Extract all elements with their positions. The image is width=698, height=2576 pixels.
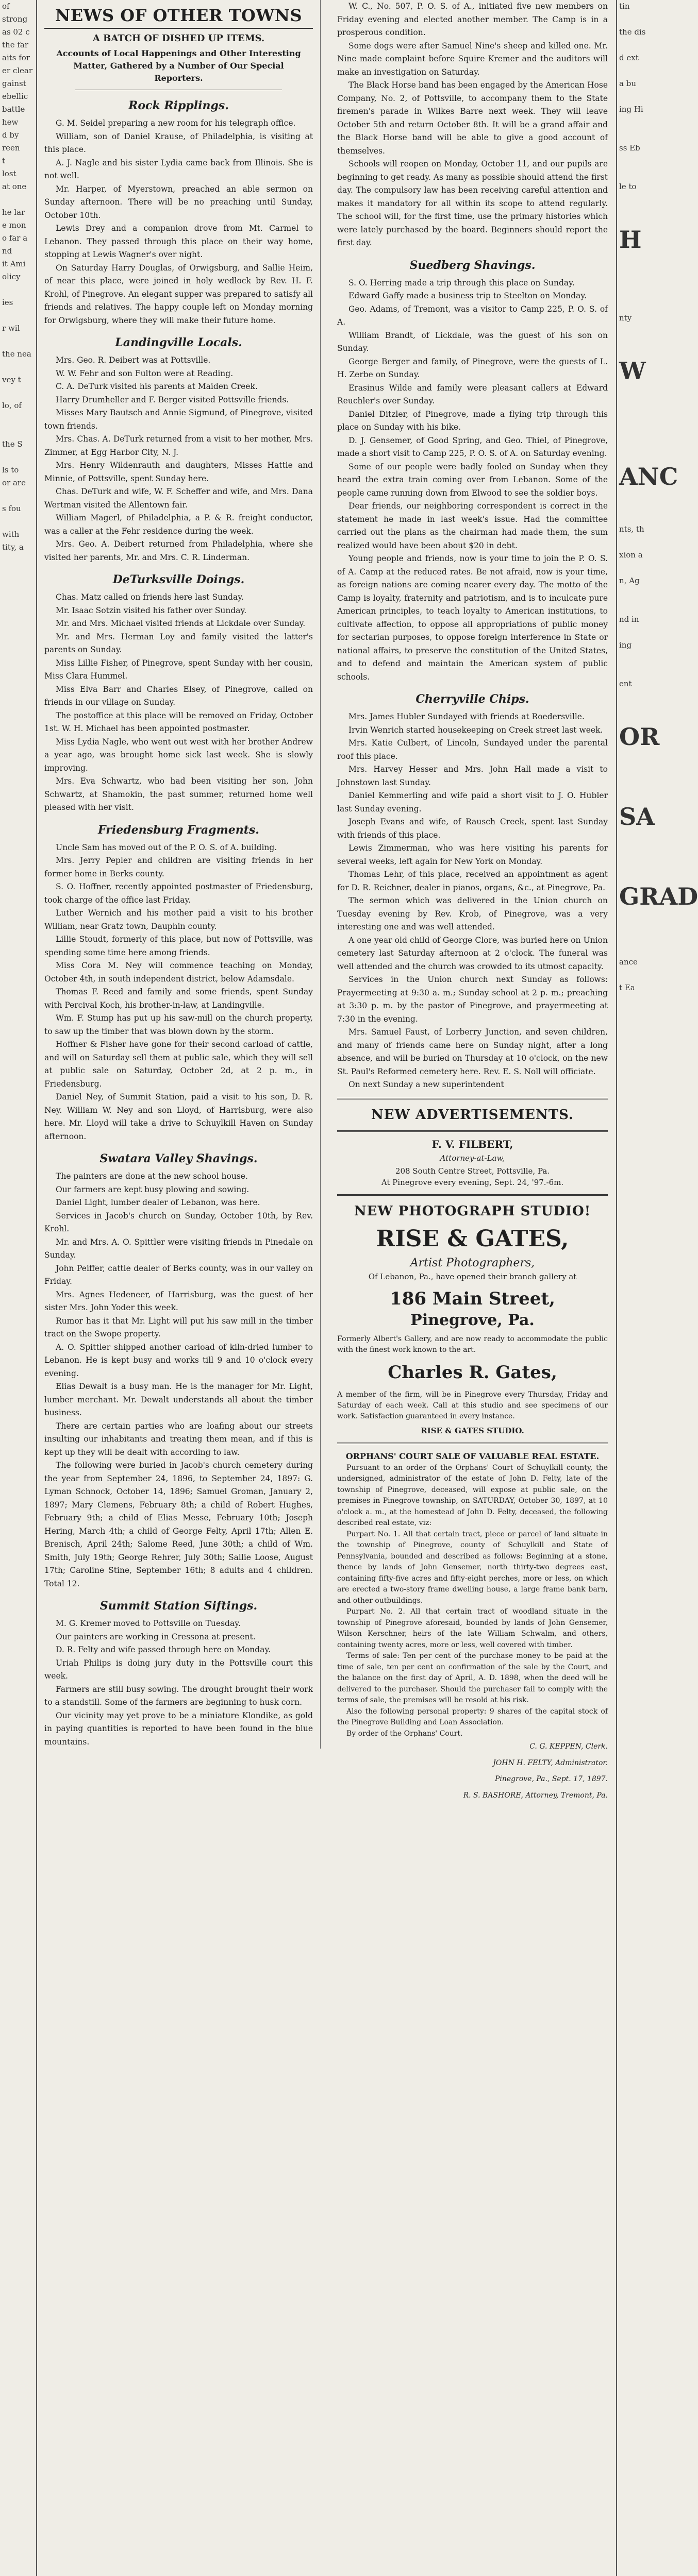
news-item: On Saturday Harry Douglas, of Orwigsburg, and Sallie Heim, of near this place, were joined in holy wedlock by Rev. H. F. Krohl, of Pinegrove. An elegant supper was prepared to satisfy all friends and relatives. The happy couple left on Monday morning for Orwigsburg, where they will make their future home. [44,263,313,325]
neighbor-fragment: ance [619,957,638,967]
neighbor-fragment: olicy [2,272,21,281]
photo-body-2: A member of the firm, will be in Pinegrove every Thursday, Friday and Saturday of each week. Call at this studio and see specimens of our work. Satisfaction guaranteed in every instance. [337,1390,608,1420]
news-item: Misses Mary Bautsch and Annie Sigmund, of Pinegrove, visited town friends. [44,408,313,431]
news-item: Mrs. Samuel Faust, of Lorberry Junction, and seven children, and many of friends came here on Sunday night, after a long absence, and will be buried on Thursday at 10 o'clock, on the new St. Paul's Reformed cemetery here. Rev. E. S. Noll will officiate. [337,1027,608,1076]
news-item: Erasinus Wilde and family were pleasant callers at Edward Reuchler's over Sunday. [337,383,608,405]
news-item: Our farmers are kept busy plowing and sowing. [56,1184,250,1194]
news-item: The sermon which was delivered in the Union church on Tuesday evening by Rev. Krob, of Pinegrove, was a very interesting one and was well attended. [337,896,608,931]
news-item: Chas. DeTurk and wife, W. F. Scheffer and wife, and Mrs. Dana Wertman visited the Allentown fair. [44,487,313,510]
news-item: Uncle Sam has moved out of the P. O. S. of A. building. [56,842,277,852]
news-item: D. J. Gensemer, of Good Spring, and Geo. Thiel, of Pinegrove, made a short visit to Camp 225, P. O. S. of A. on Saturday evening. [337,435,608,458]
news-item: Lewis Zimmerman, who was here visiting his parents for several weeks, left again for New York on Monday. [337,843,608,866]
section-heading: Friedensburg Fragments. [98,823,259,837]
news-item: Miss Lydia Nagle, who went out west with her brother Andrew a year ago, was brought home sick last week. She is slowly improving. [44,737,313,773]
legal-paragraph: Terms of sale: Ten per cent of the purchase money to be paid at the time of sale, ten per cent on confirmation of the sale by the Court, and the balance on the first day of April, A. D. 1898, when the deed will be delivered to the purchaser. Should the purchaser fail to comply with the terms of sale, the premises will be resold at his risk. [337,1652,608,1704]
news-item: W. C., No. 507, P. O. S. of A., initiated five new members on Friday evening and elected another member. The Camp is in a prosperous condition. [337,2,608,37]
news-item: Mrs. Chas. A. DeTurk returned from a visit to her mother, Mrs. Zimmer, at Egg Harbor City, N. J. [44,434,313,457]
neighbor-fragment: t Ea [619,983,635,992]
new-ads-header: NEW ADVERTISEMENTS. [371,1107,574,1123]
news-item: Mr. and Mrs. A. O. Spittler were visiting friends in Pinedale on Sunday. [44,1237,313,1260]
legal-sign-2: JOHN H. FELTY, Administrator. [493,1758,608,1767]
neighbor-fragment [617,273,656,286]
section-heading: Rock Ripplings. [128,99,229,112]
neighbor-fragment [617,129,656,142]
neighbor-fragment [617,943,656,956]
news-item: Daniel Kemmerling and wife paid a short visit to J. O. Hubler last Sunday evening. [337,791,608,814]
col2-intro [337,0,608,250]
filbert-title: Attorney-at-Law, [440,1154,505,1163]
photo-studio-ad [337,1202,608,1436]
neighbor-fragment [0,451,36,464]
neighbor-fragment: ss Eb [619,143,640,152]
neighbor-fragment [617,770,656,783]
neighbor-fragment [617,850,656,863]
news-item: M. G. Kremer moved to Pottsville on Tuesday. [56,1619,241,1628]
news-item: Some of our people were badly fooled on Sunday when they heard the extra train coming over from Lebanon. Some of the people came running down from Elwood to see the soldier boys. [337,462,608,498]
neighbor-fragment [617,90,656,103]
news-item: Miss Lillie Fisher, of Pinegrove, spent Sunday with her cousin, Miss Clara Hummel. [44,658,313,681]
neighbor-fragment [0,309,36,322]
news-item: Daniel Light, lumber dealer of Lebanon, was here. [56,1198,260,1207]
news-item: Lewis Drey and a companion drove from Mt. Carmel to Lebanon. They passed through this place on their way home, stopping at Lewis Wagner's over night. [44,224,313,259]
news-item: The Black Horse band has been engaged by the American Hose Company, No. 2, of Pottsville, to accompany them to the State firemen's parade in Wilkes Barre next week. They will leave October 5th and return October 8th. It will be a grand affair and the Black Horse band will be able to give a good account of themselves. [337,80,608,156]
news-item: On next Sunday a new superintendent [348,1080,504,1089]
neighbor-fragment: the nea [2,349,31,359]
neighbor-fragment: nd in [619,615,639,624]
news-item: C. A. DeTurk visited his parents at Maiden Creek. [56,382,258,391]
legal-paragraph: Pursuant to an order of the Orphans' Court of Schuylkill county, the undersigned, administrator of the estate of John D. Felty, late of the township of Pinegrove, deceased, will expose at public sale, on the premises in Pinegrove township, on SATURDAY, October 30, 1897, at 10 o'clock a. m., at the homestead of John D. Felty, deceased, the following described real estate, viz: [337,1463,608,1527]
news-item: Farmers are still busy sowing. The drought brought their work to a standstill. Some of the farmers are beginning to husk corn. [44,1684,313,1707]
section-heading: DeTurksville Doings. [112,573,245,586]
neighbor-fragment [0,412,36,425]
neighbor-fragment: nty [619,313,632,323]
neighbor-fragment [617,510,656,523]
photo-address-2: Pinegrove, Pa. [410,1311,535,1329]
neighbor-fragment: le to [619,182,637,191]
legal-paragraph: Purpart No. 2. All that certain tract of woodland situate in the township of Pinegrove aforesaid, bounded by lands of John Gensemer, Wilson Kerschner, heirs of the late William Schwalm, and others, containing twenty acres, more or less, well covered with timber. [337,1607,608,1649]
neighbor-fragment: the S [2,439,23,449]
section-heading: Suedberg Shavings. [409,258,536,272]
neighbor-fragment: a bu [619,79,636,88]
neighbor-fragment: tity, a [2,543,24,552]
news-item: The following were buried in Jacob's church cemetery during the year from September 24, 1896, to September 24, 1897: G. Lyman Schnock, October 14, 1896; Samuel Groman, January 2, 1897; Mary Clemens, February 8th; a child of Robert Hughes, February 9th; a child of Elias Messe, February 10th; Joseph Hering, March 4th; a child of George Felty, April 17th; Allen E. Brenisch, April 24th; Salome Reed, June 30th; a child of Wm. Smith, July 19th; George Rehrer, July 30th; Sallie Loose, August 17th; Caroline Stine, September 16th; 8 adults and 4 children. Total 12. [44,1461,313,1588]
news-item: Mrs. Henry Wildenrauth and daughters, Misses Hattie and Minnie, of Pottsville, spent Sunday here. [44,461,313,483]
neighbor-fragment [617,417,656,430]
section-heading: Summit Station Siftings. [99,1599,258,1613]
news-item: Mrs. Jerry Pepler and children are visiting friends in her former home in Berks county. [44,856,313,878]
photo-address-1: 186 Main Street, [390,1288,555,1309]
news-column-1 [37,0,321,1749]
divider [337,1194,608,1196]
news-item: Mrs. Eva Schwartz, who had been visiting her son, John Schwartz, at Shamokin, the past summer, returned home well pleased with her visit. [44,776,313,812]
legal-paragraphs [337,1463,608,1740]
news-item: John Peiffer, cattle dealer of Berks county, was in our valley on Friday. [44,1263,313,1286]
neighbor-fragment: r wil [2,324,20,333]
news-item: Harry Drumheller and F. Berger visited Pottsville friends. [56,395,289,404]
section-heading: Swatara Valley Shavings. [99,1152,258,1165]
neighbor-fragment: tin [619,2,630,11]
neighbor-fragment [617,39,656,52]
news-item: Mr. Harper, of Myerstown, preached an able sermon on Sunday afternoon. There will be no preaching until Sunday, October 10th. [44,184,313,220]
neighbor-fragment: OR [619,723,660,751]
news-item: Daniel Ditzler, of Pinegrove, made a flying trip through this place on Sunday with his bike. [337,409,608,432]
news-item: Services in the Union church next Sunday as follows: Prayermeeting at 9:30 a. m.; Sunday school at 2 p. m.; preaching at 3:30 p. m. by the pastor of Pinegrove, and prayermeeting at 7:30 in the evening. [337,975,608,1024]
neighbor-fragment: GRAD [619,883,698,910]
neighbor-fragment: ANC [619,463,678,490]
photo-intro: Of Lebanon, Pa., have opened their branch gallery at [368,1272,577,1281]
orphans-court-sale [337,1450,608,1802]
photo-headline: NEW PHOTOGRAPH STUDIO! [354,1203,591,1219]
filbert-ad [337,1138,608,1188]
neighbor-fragment: he lar [2,208,25,217]
news-item: William Magerl, of Philadelphia, a P. & R. freight conductor, was a caller at the Fehr residence during the week. [44,513,313,536]
legal-title: ORPHANS' COURT SALE OF VALUABLE REAL ESTATE. [345,1451,600,1461]
news-item: Daniel Ney, of Summit Station, paid a visit to his son, D. R. Ney. William W. Ney and son Lloyd, of Harrisburg, were also here. Mr. Lloyd will take a drive to Schuylkill Haven on Sunday afternoon. [44,1092,313,1141]
divider [337,1130,608,1132]
neighbor-fragment: of [2,2,10,11]
neighbor-fragment: e mon [2,221,26,230]
left-neighbor-column [0,0,37,2576]
neighbor-fragment: d by [2,130,19,140]
news-item: Mr. and Mrs. Michael visited friends at Lickdale over Sunday. [56,619,306,628]
photo-trade: Artist Photographers, [410,1256,535,1269]
news-item: Rumor has it that Mr. Light will put his saw mill in the timber tract on the Swope property. [44,1316,313,1338]
neighbor-fragment: ing Hi [619,105,643,114]
neighbor-fragment: W [619,357,646,385]
news-item: Some dogs were after Samuel Nine's sheep and killed one. Mr. Nine made complaint before Squire Kremer and the auditors will make an investigation on Saturday. [337,41,608,77]
neighbor-fragment [0,425,36,438]
news-item: Irvin Wenrich started housekeeping on Creek street last week. [348,725,603,735]
neighbor-fragment [617,299,656,312]
neighbor-fragment: as 02 c [2,27,30,37]
neighbor-fragment: ebellic [2,92,28,101]
neighbor-fragment [0,361,36,374]
neighbor-fragment: hew [2,117,19,127]
neighbor-fragment: battle [2,105,25,114]
neighbor-fragment [617,404,656,417]
filbert-note: At Pinegrove every evening, Sept. 24, '97.-6m. [381,1177,564,1187]
neighbor-fragment [617,325,656,337]
news-item: Lillie Stoudt, formerly of this place, but now of Pottsville, was spending some time here among friends. [44,935,313,957]
news-item: D. R. Felty and wife passed through here on Monday. [56,1645,271,1654]
legal-paragraph: Purpart No. 1. All that certain tract, piece or parcel of land situate in the township of Pinegrove, county of Schuylkill and State of Pennsylvania, bounded and described as follows: Beginning at a stone, thence by lands of John Gensemer, north thirty-two degrees east, containing fifty-five acres and fifty-eight perches, more or less, on which are erected a two-story frame dwelling house, a large frame bank barn, and other outbuildings. [337,1530,608,1605]
news-item: Joseph Evans and wife, of Rausch Creek, spent last Sunday with friends of this place. [337,817,608,840]
news-item: Services in Jacob's church on Sunday, October 10th, by Rev. Krohl. [44,1211,313,1233]
neighbor-fragment [617,167,656,180]
neighbor-fragment [617,536,656,549]
neighbor-fragment [617,690,656,703]
news-item: Mrs. Geo. R. Deibert was at Pottsville. [56,355,211,365]
news-item: A. O. Spittler shipped another carload of kiln-dried lumber to Lebanon. He is kept busy and works till 9 and 10 o'clock every evening. [44,1342,313,1378]
neighbor-fragment: ls to [2,465,19,474]
news-item: Mrs. Katie Culbert, of Lincoln, Sundayed under the parental roof this place. [337,738,608,761]
neighbor-fragment [617,600,656,613]
neighbor-fragment: o far a [2,233,28,243]
neighbor-fragment: n, Ag [619,576,640,585]
neighbor-fragment: lost [2,169,16,178]
news-item: Our painters are working in Cressona at present. [56,1632,256,1641]
neighbor-fragment: aits for [2,53,30,62]
neighbor-fragment: er clear [2,66,33,75]
neighbor-fragment: the far [2,40,28,49]
news-item: W. W. Fehr and son Fulton were at Reading. [56,368,234,378]
neighbor-fragment: H [619,226,642,253]
legal-sign-3: Pinegrove, Pa., Sept. 17, 1897. [494,1775,608,1783]
news-item: Schools will reopen on Monday, October 11, and our pupils are beginning to get ready. As many as possible should attend the first day. The compulsory law has been receiving careful attention and makes it mandatory for all within its scope to attend regularly. The school will, for the first time, use the primary histories which were lately purchased by the board. Beginners should report the first day. [337,159,608,247]
neighbor-fragment: gainst [2,79,26,88]
section-heading: Cherryville Chips. [416,692,529,706]
photo-firm: RISE & GATES, [376,1225,569,1252]
news-item: G. M. Seidel preparing a new room for his telegraph office. [56,118,296,128]
masthead: NEWS OF OTHER TOWNS [44,5,313,29]
news-item: S. O. Herring made a trip through this place on Sunday. [348,278,575,287]
neighbor-fragment [617,626,656,639]
news-item: Edward Gaffy made a business trip to Steelton on Monday. [348,291,587,300]
news-item: A one year old child of George Clore, was buried here on Union cemetery last Saturday afternoon at 2 o'clock. The funeral was well attended and the church was crowded to its utmost capacity. [337,935,608,971]
neighbor-fragment [617,562,656,574]
neighbor-fragment [0,193,36,206]
neighbor-fragment: vey t [2,375,21,384]
neighbor-fragment [0,335,36,348]
col2-sections [337,257,608,1092]
news-item: George Berger and family, of Pinegrove, were the guests of L. H. Zerbe on Sunday. [337,357,608,379]
news-item: Thomas F. Reed and family and some friends, spent Sunday with Percival Koch, his brother-in-law, at Landingville. [44,987,313,1010]
news-item: Elias Dewalt is a busy man. He is the manager for Mr. Light, lumber merchant. Mr. Dewalt understands all about the timber business. [44,1382,313,1417]
neighbor-fragment: lo, of [2,401,22,410]
neighbor-fragment: the dis [619,27,646,37]
news-item: The painters are done at the new school house. [56,1172,248,1181]
neighbor-fragment [617,193,656,206]
neighbor-fragment [617,652,656,665]
neighbor-fragment [617,587,656,600]
news-item: Hoffner & Fisher have gone for their second carload of cattle, and will on Saturday sell them at public sale, which they will sell at public sale on Saturday, October 2d, at 2 p. m., in Friedensburg. [44,1040,313,1089]
neighbor-fragment [617,930,656,943]
news-item: Mr. and Mrs. Herman Loy and family visited the latter's parents on Sunday. [44,632,313,654]
right-neighbor-column [616,0,698,2576]
photo-body: Formerly Albert's Gallery, and are now ready to accommodate the public with the finest work known to the art. [337,1334,608,1354]
neighbor-fragment: ies [2,298,13,307]
news-item: Young people and friends, now is your time to join the P. O. S. of A. Camp at the reduced rates. Be not afraid, now is your time, as foreign nations are coming nearer every day. The motto of the Camp is loyalty, fraternity and patriotism, and is to inculcate pure American principles, to teach loyalty to American institutions, to cultivate affection, to oppose all appropriations of public money for sectarian purposes, to oppose foreign interference in State or national affairs, to preserve the constitution of the United States, and to defend and maintain the American system of public schools. [337,554,608,682]
neighbor-fragment: t [2,156,6,165]
divider [337,1443,608,1444]
news-item: There are certain parties who are loafing about our streets insulting our inhabitants and treating them mean, and if this is kept up they will be dealt with according to law. [44,1421,313,1457]
neighbor-fragment: d ext [619,53,639,62]
neighbor-fragment [617,116,656,129]
neighbor-fragment [0,489,36,502]
legal-paragraph: By order of the Orphans' Court. [346,1729,463,1738]
neighbor-fragment [0,386,36,399]
news-item: Mr. Isaac Sotzin visited his father over Sunday. [56,605,247,615]
news-item: Mrs. Harvey Hesser and Mrs. John Hall made a visit to Johnstown last Sunday. [337,765,608,787]
news-item: A. J. Nagle and his sister Lydia came back from Illinois. She is not well. [44,158,313,180]
neighbor-fragment: at one [2,182,27,191]
col1-sections [44,97,313,1749]
news-item: Dear friends, our neighboring correspondent is correct in the statement he made in last week's issue. Had the committee carried out the plans as the chairman had made them, the sum realized would have been about $20 in debt. [337,501,608,550]
neighbor-fragment [617,155,656,167]
neighbor-fragment [617,430,656,443]
neighbor-fragment [617,64,656,77]
neighbor-fragment: xion a [619,550,643,560]
neighbor-fragment: strong [2,14,28,24]
news-item: The postoffice at this place will be removed on Friday, October 1st. W. H. Michael has been appointed postmaster. [44,710,313,733]
kicker: A BATCH OF DISHED UP ITEMS. [92,33,265,44]
filbert-address: 208 South Centre Street, Pottsville, Pa. [395,1166,550,1176]
neighbor-fragment [0,515,36,528]
news-item: Miss Cora M. Ney will commence teaching on Monday, October 4th, in south independent district, below Adamsdale. [44,961,313,984]
neighbor-fragment [617,969,656,981]
divider [337,1098,608,1099]
news-item: Mrs. Geo. A. Deibert returned from Philadelphia, where she visited her parents, Mr. and Mrs. C. R. Linderman. [44,539,313,562]
news-item: Thomas Lehr, of this place, received an appointment as agent for D. R. Reichner, dealer in pianos, organs, &c., at Pinegrove, Pa. [337,870,608,892]
legal-sign-1: C. G. KEPPEN, Clerk. [529,1742,608,1751]
neighbor-fragment [617,13,656,26]
news-column-2 [330,0,615,1806]
news-item: Wm. F. Stump has put up his saw-mill on the church property, to saw up the timber that was blown down by the storm. [44,1013,313,1036]
neighbor-fragment: with [2,530,20,539]
neighbor-fragment: s fou [2,504,21,513]
deck: Accounts of Local Happenings and Other Interesting Matter, Gathered by a Number of Our Special Reporters. [56,48,301,83]
news-item: Miss Elva Barr and Charles Elsey, of Pinegrove, called on friends in our village on Sunday. [44,684,313,707]
news-item: Mrs. Agnes Hedeneer, of Harrisburg, was the guest of her sister Mrs. John Yoder this week. [44,1290,313,1312]
neighbor-fragment: nd [2,246,12,256]
neighbor-fragment: ing [619,640,632,650]
neighbor-fragment: it Ami [2,259,26,268]
photo-footer: RISE & GATES STUDIO. [421,1426,524,1435]
neighbor-fragment [0,283,36,296]
neighbor-fragment: nts, th [619,524,644,534]
neighbor-fragment: ent [619,679,632,688]
legal-sign-4: R. S. BASHORE, Attorney, Tremont, Pa. [463,1791,608,1800]
neighbor-fragment: SA [619,803,655,831]
news-item: Geo. Adams, of Tremont, was a visitor to Camp 225, P. O. S. of A. [337,304,608,327]
news-item: William, son of Daniel Krause, of Philadelphia, is visiting at this place. [44,131,313,154]
news-item: Luther Wernich and his mother paid a visit to his brother William, near Gratz town, Dauphin county. [44,908,313,931]
neighbor-fragment: or are [2,478,26,487]
neighbor-fragment [617,286,656,299]
news-item: S. O. Hoffner, recently appointed postmaster of Friedensburg, took charge of the office last Friday. [44,882,313,905]
legal-paragraph: Also the following personal property: 9 shares of the capital stock of the Pinegrove Building and Loan Association. [337,1707,608,1726]
news-item: Our vicinity may yet prove to be a miniature Klondike, as gold in paying quantities is reported to have been found in the blue mountains. [44,1710,313,1747]
section-heading: Landingville Locals. [115,336,242,349]
neighbor-fragment: reen [2,143,20,152]
news-item: Chas. Matz called on friends here last Sunday. [56,592,244,602]
filbert-name: F. V. FILBERT, [431,1138,513,1150]
news-item: Mrs. James Hubler Sundayed with friends at Roedersville. [348,712,585,721]
news-item: William Brandt, of Lickdale, was the guest of his son on Sunday. [337,330,608,353]
news-item: Uriah Philips is doing jury duty in the Pottsville court this week. [44,1658,313,1681]
neighbor-fragment [617,665,656,677]
photo-name: Charles R. Gates, [388,1362,557,1383]
